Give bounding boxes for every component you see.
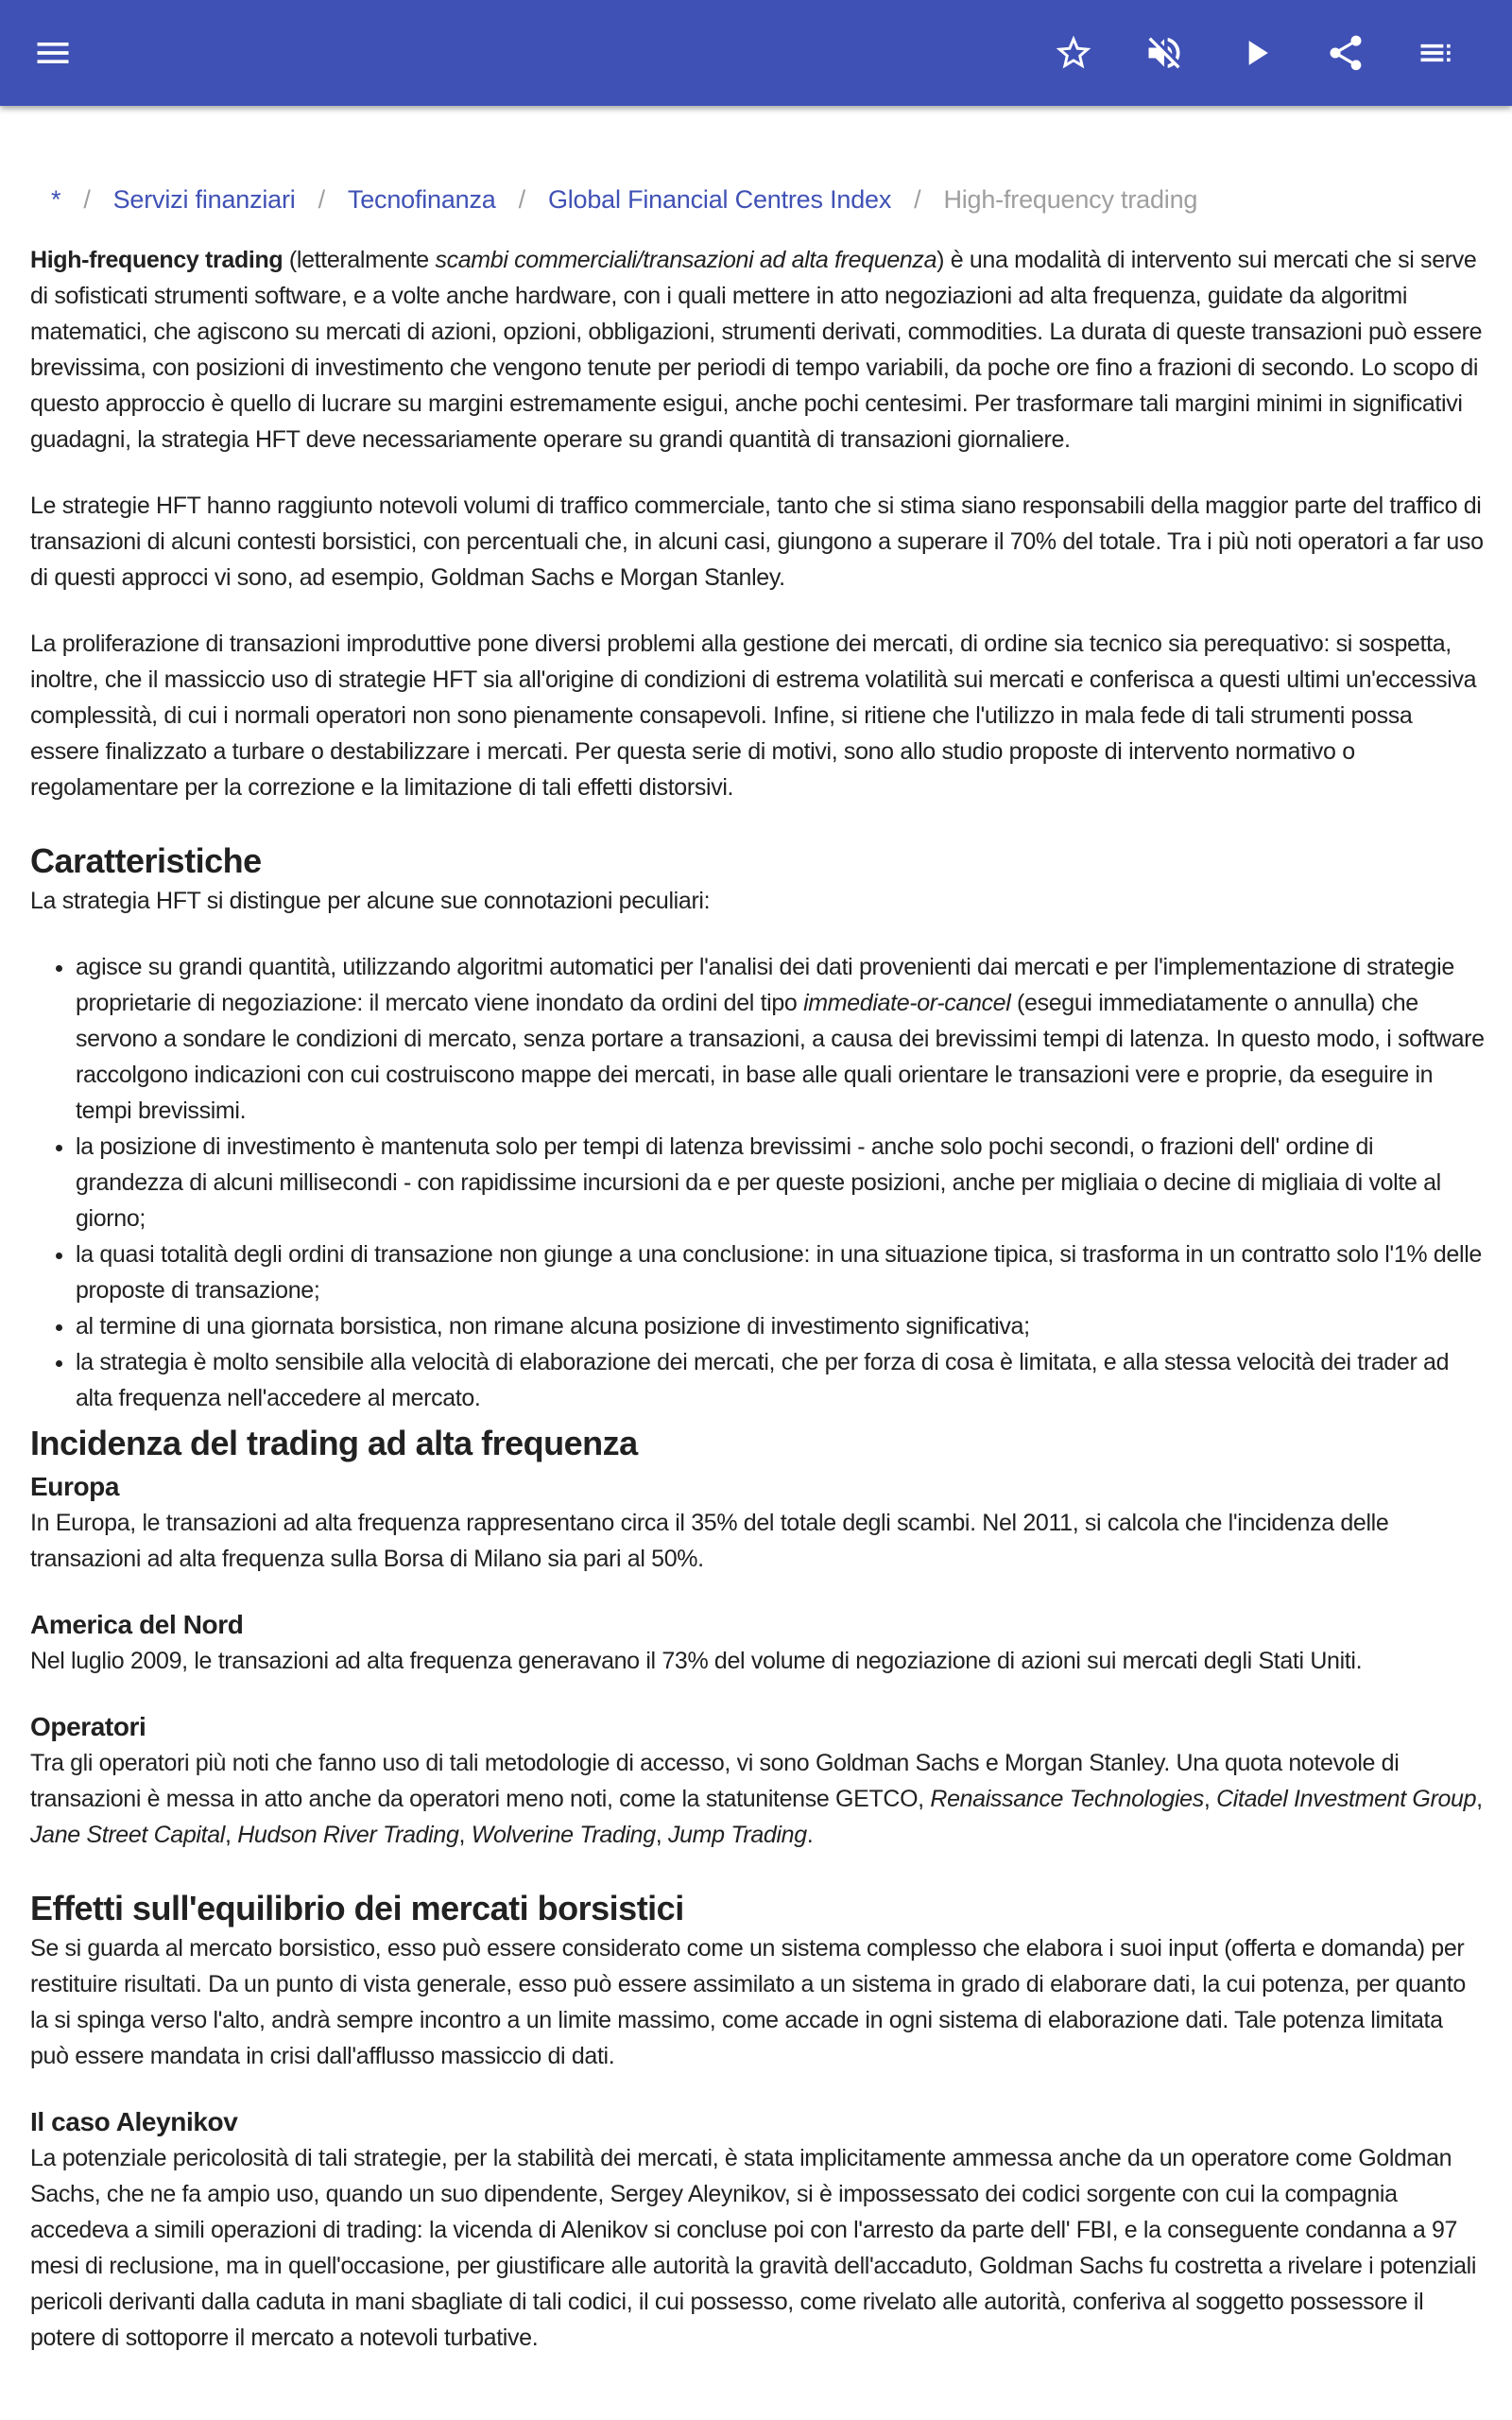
intro-paragraph-1 [30,242,1486,458]
list-item: • la strategia è molto sensibile alla velocità di elaborazione dei mercati, che per forza di cosa è limitata, e alla stessa velocità dei trader ad alta frequenza nell'accedere al mercato. [76,1344,1486,1416]
caratteristiche-list [30,949,1486,1416]
subsection-heading-operatori: Operatori [30,1712,146,1741]
firm-name: Wolverine Trading [471,1822,656,1848]
firm-name: Hudson River Trading [237,1822,459,1848]
list-item: • la posizione di investimento è mantenuta solo per tempi di latenza brevissimi - anche solo pochi secondi, o frazioni dell' ordine di grandezza di alcuni millisecondi - con rapidissime incursioni da e per queste posizioni, anche per migliaia o decine di migliaia di volte al giorno; [76,1129,1486,1236]
section-heading-incidenza: Incidenza del trading ad alta frequenza [30,1424,638,1462]
firm-name: Citadel Investment Group [1216,1786,1477,1812]
list-item [76,949,1486,1129]
italic-text: immediate-or-cancel [803,990,1011,1016]
section-heading-caratteristiche: Caratteristiche [30,841,262,880]
subsection-heading-europa: Europa [30,1472,120,1501]
firm-name: Jump Trading [667,1822,807,1848]
star-outline-icon[interactable] [1047,26,1100,79]
text: Tra gli operatori più noti che fanno uso di tali metodologie di accesso, vi sono Goldman Sachs e Morgan Stanley. Una quota notevole di transazioni è messa in atto anche da operatori meno noti, come la statunitense GETCO, [30,1750,1400,1812]
firm-name: Renaissance Technologies [930,1786,1204,1812]
article-term: High-frequency trading [30,247,284,273]
subsection-heading-america: America del Nord [30,1610,244,1639]
breadcrumb-separator: / [914,185,921,214]
subsection-heading-aleynikov: Il caso Aleynikov [30,2107,238,2136]
volume-off-icon[interactable] [1138,26,1191,79]
menu-icon[interactable] [26,26,79,79]
intro-paragraph-2: Le strategie HFT hanno raggiunto notevoli volumi di traffico commerciale, tanto che si stima siano responsabili della maggior parte del traffico di transazioni di alcuni contesti borsistici, con percentuali che, in alcuni casi, giungono a superare il 70% del totale. Tra i più noti operatori a far uso di questi approcci vi sono, ad esempio, Goldman Sachs e Morgan Stanley. [30,493,1484,591]
share-icon[interactable] [1319,26,1372,79]
section-heading-effetti: Effetti sull'equilibrio dei mercati borsistici [30,1889,684,1927]
intro-paragraph-3: La proliferazione di transazioni improduttive pone diversi problemi alla gestione dei mercati, di ordine sia tecnico sia perequativo: si sospetta, inoltre, che il massiccio uso di strategie HFT sia all'origine di condizioni di estrema volatilità sui mercati e conferisca a questi ultimi un'eccessiva complessità, di cui i normali operatori non sono pienamente consapevoli. Infine, si ritiene che l'utilizzo in mala fede di tali strumenti possa essere finalizzato a turbare o destabilizzare i mercati. Per questa serie di motivi, sono allo studio proposte di intervento normativo o regolamentare per la correzione e la limitazione di tali effetti distorsivi. [30,631,1477,801]
text: (letteralmente [283,247,436,273]
text: ) è una modalità di intervento sui mercati che si serve di sofisticati strumenti software, e a volte anche hardware, con i quali mettere in atto negoziazioni ad alta frequenza, guidate da algoritmi matematici, che agiscono su mercati di azioni, opzioni, obbligazioni, strumenti derivati, commodities. La durata di queste transazioni può essere brevissima, con posizioni di investimento che vengono tenute per periodi di tempo variabili, da poche ore fino a frazioni di secondo. Lo scopo di questo approccio è quello di lucrare su margini estremamente esigui, anche pochi centesimi. Per trasformare tali margini minimi in significativi guadagni, la strategia HFT deve necessariamente operare su grandi quantità di transazioni giornaliere. [30,247,1483,453]
play-icon[interactable] [1229,26,1282,79]
playlist-icon[interactable] [1410,26,1463,79]
list-item: • la quasi totalità degli ordini di transazione non giunge a una conclusione: in una situazione tipica, si trasforma in un contratto solo l'1% delle proposte di transazione; [76,1236,1486,1308]
breadcrumb-item-gfci[interactable]: Global Financial Centres Index [547,185,892,214]
text: agisce su grandi quantità, utilizzando algoritmi automatici per l'analisi dei dati provenienti dai mercati e per l'implementazione di strategie proprietarie di negoziazione: il mercato viene inondato da ordini del tipo [76,954,1454,1016]
list-item: • al termine di una giornata borsistica, non rimane alcuna posizione di investimento significativa; [76,1308,1486,1344]
america-paragraph: Nel luglio 2009, le transazioni ad alta frequenza generavano il 73% del volume di negoziazione di azioni sui mercati degli Stati Uniti. [30,1648,1363,1674]
caratteristiche-lead: La strategia HFT si distingue per alcune sue connotazioni peculiari: [30,888,711,914]
europa-paragraph: In Europa, le transazioni ad alta frequenza rappresentano circa il 35% del totale degli scambi. Nel 2011, si calcola che l'incidenza delle transazioni ad alta frequenza sulla Borsa di Milano sia pari al 50%. [30,1510,1389,1572]
firm-name: Jane Street Capital [30,1822,225,1848]
article [30,242,1486,2386]
breadcrumb-item-servizi-finanziari[interactable]: Servizi finanziari [112,185,296,214]
breadcrumb-item-home[interactable]: * [51,185,61,214]
operatori-paragraph: Tra gli operatori più noti che fanno uso di tali metodologie di accesso, vi sono Goldman Sachs e Morgan Stanley. Una quota notevole di transazioni è messa in atto anche da operatori meno noti, come la statunitense GETCO, Renaissance Technologies, Citadel Investment Group, Jane Street Capital, Hudson River Trading, Wolverine Trading, Jump Trading. [30,1750,1483,1848]
breadcrumb-separator: / [518,185,525,214]
italic-text: scambi commerciali/transazioni ad alta frequenza [435,247,937,273]
breadcrumb-current: High-frequency trading [943,185,1198,214]
breadcrumb-separator: / [83,185,91,214]
aleynikov-paragraph: La potenziale pericolosità di tali strategie, per la stabilità dei mercati, è stata implicitamente ammessa anche da un operatore come Goldman Sachs, che ne fa ampio uso, quando un suo dipendente, Sergey Aleynikov, si è impossessato dei codici sorgente con cui la compagnia accedeva a simili operazioni di trading: la vicenda di Alenikov si concluse poi con l'arresto da parte dell' FBI, e la conseguente condanna a 97 mesi di reclusione, ma in quell'occasione, per giustificare alle autorità la gravità dell'accaduto, Goldman Sachs fu costretta a rivelare i potenziali pericoli derivanti dalla caduta in mani sbagliate di tali codici, il cui possesso, come rivelato alle autorità, conferiva al soggetto possessore il potere di sottoporre il mercato a notevoli turbative. [30,2145,1477,2351]
text: (esegui immediatamente o annulla) che servono a sondare le condizioni di mercato, senza portare a transazioni, a causa dei brevissimi tempi di latenza. In questo modo, i software raccolgono indicazioni con cui costruiscono mappe dei mercati, in base alle quali orientare le transazioni vere e proprie, da eseguire in tempi brevissimi. [76,990,1485,1124]
breadcrumb-item-tecnofinanza[interactable]: Tecnofinanza [347,185,496,214]
app-bar [0,0,1512,106]
breadcrumb [51,166,1197,233]
effetti-paragraph: Se si guarda al mercato borsistico, esso può essere considerato come un sistema complesso che elabora i suoi input (offerta e domanda) per restituire risultati. Da un punto di vista generale, esso può essere assimilato a un sistema in grado di elaborare dati, la cui potenza, per quanto la si spinga verso l'alto, andrà sempre incontro a un limite massimo, come accade in ogni sistema di elaborazione dati. Tale potenza limitata può essere mandata in crisi dall'afflusso massiccio di dati. [30,1935,1466,2069]
breadcrumb-separator: / [318,185,325,214]
